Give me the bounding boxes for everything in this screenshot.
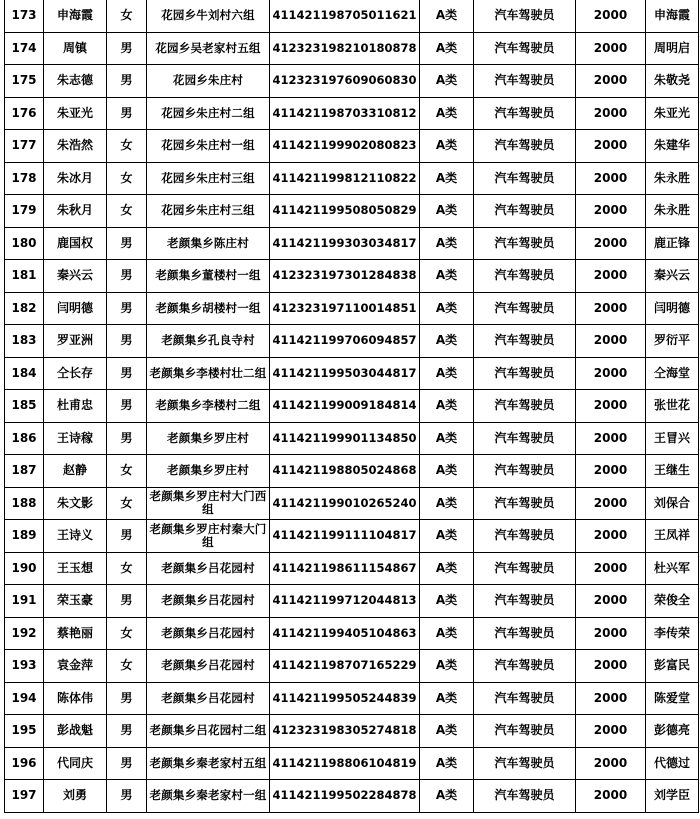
id-number-cell: 411421199812110822 [270, 162, 420, 195]
name-cell: 周镇 [44, 32, 107, 65]
table-row [5, 520, 699, 553]
table-row [5, 0, 699, 32]
name-cell: 秦兴云 [44, 260, 107, 293]
amount-cell: 2000 [576, 747, 646, 780]
row-number-cell: 194 [5, 682, 44, 715]
payee-cell: 刘保合 [646, 487, 699, 520]
id-number-cell: 411421198705011621 [270, 0, 420, 32]
payee-cell: 秦兴云 [646, 260, 699, 293]
sex-cell: 男 [107, 357, 147, 390]
id-number-cell: 411421199405104863 [270, 617, 420, 650]
occupation-cell: 汽车驾驶员 [474, 487, 576, 520]
payee-cell: 王凤祥 [646, 520, 699, 553]
row-number-cell: 197 [5, 780, 44, 813]
amount-cell: 2000 [576, 130, 646, 163]
row-number-cell: 191 [5, 585, 44, 618]
address-cell: 老颜集乡孔良寺村 [147, 325, 270, 358]
table-row [5, 617, 699, 650]
name-cell: 闫明德 [44, 292, 107, 325]
table-row [5, 292, 699, 325]
payee-cell: 朱永胜 [646, 162, 699, 195]
occupation-cell: 汽车驾驶员 [474, 357, 576, 390]
amount-cell: 2000 [576, 520, 646, 553]
address-cell: 花园乡朱庄村 [147, 65, 270, 98]
id-number-cell: 411421198703310812 [270, 97, 420, 130]
id-number-cell: 411421199706094857 [270, 325, 420, 358]
name-cell: 袁金萍 [44, 650, 107, 683]
amount-cell: 2000 [576, 325, 646, 358]
category-cell: A类 [420, 552, 474, 585]
amount-cell: 2000 [576, 552, 646, 585]
payee-cell: 朱永胜 [646, 195, 699, 228]
table-row [5, 455, 699, 488]
address-cell: 老颜集乡吕花园村 [147, 552, 270, 585]
row-number-cell: 177 [5, 130, 44, 163]
sex-cell: 男 [107, 747, 147, 780]
amount-cell: 2000 [576, 715, 646, 748]
category-cell: A类 [420, 260, 474, 293]
category-cell: A类 [420, 325, 474, 358]
table-row [5, 227, 699, 260]
row-number-cell: 176 [5, 97, 44, 130]
payee-cell: 罗衍平 [646, 325, 699, 358]
payee-cell: 荣俊全 [646, 585, 699, 618]
name-cell: 王诗义 [44, 520, 107, 553]
address-cell: 老颜集乡胡楼村一组 [147, 292, 270, 325]
payee-cell: 闫明德 [646, 292, 699, 325]
name-cell: 刘勇 [44, 780, 107, 813]
category-cell: A类 [420, 227, 474, 260]
address-cell: 老颜集乡李楼村壮二组 [147, 357, 270, 390]
table-row [5, 747, 699, 780]
occupation-cell: 汽车驾驶员 [474, 780, 576, 813]
amount-cell: 2000 [576, 97, 646, 130]
occupation-cell: 汽车驾驶员 [474, 682, 576, 715]
amount-cell: 2000 [576, 162, 646, 195]
occupation-cell: 汽车驾驶员 [474, 292, 576, 325]
address-cell: 花园乡朱庄村三组 [147, 162, 270, 195]
occupation-cell: 汽车驾驶员 [474, 130, 576, 163]
row-number-cell: 178 [5, 162, 44, 195]
amount-cell: 2000 [576, 390, 646, 423]
occupation-cell: 汽车驾驶员 [474, 32, 576, 65]
amount-cell: 2000 [576, 682, 646, 715]
address-cell: 老颜集乡董楼村一组 [147, 260, 270, 293]
table-row [5, 780, 699, 813]
amount-cell: 2000 [576, 357, 646, 390]
row-number-cell: 180 [5, 227, 44, 260]
sex-cell: 男 [107, 292, 147, 325]
sex-cell: 男 [107, 32, 147, 65]
amount-cell: 2000 [576, 260, 646, 293]
category-cell: A类 [420, 487, 474, 520]
address-cell: 老颜集乡吕花园村 [147, 650, 270, 683]
id-number-cell: 411421199902080823 [270, 130, 420, 163]
category-cell: A类 [420, 357, 474, 390]
category-cell: A类 [420, 617, 474, 650]
payee-cell: 鹿正锋 [646, 227, 699, 260]
id-number-cell: 411421199303034817 [270, 227, 420, 260]
occupation-cell: 汽车驾驶员 [474, 390, 576, 423]
row-number-cell: 186 [5, 422, 44, 455]
row-number-cell: 182 [5, 292, 44, 325]
address-cell: 花园乡吴老家村五组 [147, 32, 270, 65]
address-cell: 老颜集乡吕花园村 [147, 585, 270, 618]
id-number-cell: 411421198806104819 [270, 747, 420, 780]
payee-cell: 李传荣 [646, 617, 699, 650]
amount-cell: 2000 [576, 455, 646, 488]
occupation-cell: 汽车驾驶员 [474, 65, 576, 98]
sex-cell: 女 [107, 162, 147, 195]
row-number-cell: 185 [5, 390, 44, 423]
name-cell: 朱浩然 [44, 130, 107, 163]
id-number-cell: 411421199111104817 [270, 520, 420, 553]
occupation-cell: 汽车驾驶员 [474, 162, 576, 195]
row-number-cell: 187 [5, 455, 44, 488]
sex-cell: 女 [107, 487, 147, 520]
amount-cell: 2000 [576, 487, 646, 520]
occupation-cell: 汽车驾驶员 [474, 520, 576, 553]
payee-cell: 彭德亮 [646, 715, 699, 748]
sex-cell: 男 [107, 227, 147, 260]
table-row [5, 552, 699, 585]
occupation-cell: 汽车驾驶员 [474, 715, 576, 748]
address-cell: 老颜集乡吕花园村二组 [147, 715, 270, 748]
table-row [5, 162, 699, 195]
name-cell: 蔡艳丽 [44, 617, 107, 650]
payee-cell: 刘学臣 [646, 780, 699, 813]
name-cell: 朱冰月 [44, 162, 107, 195]
table-row [5, 325, 699, 358]
id-number-cell: 411421198611154867 [270, 552, 420, 585]
name-cell: 王玉想 [44, 552, 107, 585]
table-row [5, 422, 699, 455]
address-cell: 花园乡朱庄村二组 [147, 97, 270, 130]
address-cell: 老颜集乡陈庄村 [147, 227, 270, 260]
occupation-cell: 汽车驾驶员 [474, 552, 576, 585]
row-number-cell: 184 [5, 357, 44, 390]
category-cell: A类 [420, 585, 474, 618]
row-number-cell: 183 [5, 325, 44, 358]
table-row [5, 650, 699, 683]
payee-cell: 朱亚光 [646, 97, 699, 130]
name-cell: 申海霞 [44, 0, 107, 32]
payee-cell: 申海霞 [646, 0, 699, 32]
id-number-cell: 411421198805024868 [270, 455, 420, 488]
sex-cell: 女 [107, 617, 147, 650]
category-cell: A类 [420, 715, 474, 748]
category-cell: A类 [420, 195, 474, 228]
table-row [5, 195, 699, 228]
row-number-cell: 190 [5, 552, 44, 585]
address-cell: 老颜集乡罗庄村 [147, 422, 270, 455]
payee-cell: 王继生 [646, 455, 699, 488]
id-number-cell: 411421199502284878 [270, 780, 420, 813]
payee-cell: 朱敬尧 [646, 65, 699, 98]
occupation-cell: 汽车驾驶员 [474, 260, 576, 293]
subsidy-roster-table [4, 0, 699, 813]
table-row [5, 32, 699, 65]
amount-cell: 2000 [576, 0, 646, 32]
row-number-cell: 195 [5, 715, 44, 748]
row-number-cell: 189 [5, 520, 44, 553]
row-number-cell: 173 [5, 0, 44, 32]
address-cell: 老颜集乡吕花园村 [147, 682, 270, 715]
address-cell: 老颜集乡罗庄村大门西组 [147, 487, 270, 520]
id-number-cell: 412323198305274818 [270, 715, 420, 748]
address-cell: 老颜集乡秦老家村一组 [147, 780, 270, 813]
occupation-cell: 汽车驾驶员 [474, 227, 576, 260]
occupation-cell: 汽车驾驶员 [474, 422, 576, 455]
row-number-cell: 175 [5, 65, 44, 98]
table-row [5, 487, 699, 520]
amount-cell: 2000 [576, 65, 646, 98]
category-cell: A类 [420, 780, 474, 813]
category-cell: A类 [420, 520, 474, 553]
address-cell: 老颜集乡吕花园村 [147, 617, 270, 650]
address-cell: 花园乡朱庄村一组 [147, 130, 270, 163]
sex-cell: 男 [107, 682, 147, 715]
address-cell: 花园乡牛刘村六组 [147, 0, 270, 32]
id-number-cell: 411421199712044813 [270, 585, 420, 618]
row-number-cell: 188 [5, 487, 44, 520]
category-cell: A类 [420, 455, 474, 488]
address-cell: 老颜集乡罗庄村秦大门组 [147, 520, 270, 553]
row-number-cell: 192 [5, 617, 44, 650]
sex-cell: 男 [107, 780, 147, 813]
id-number-cell: 411421199505244839 [270, 682, 420, 715]
table-row [5, 390, 699, 423]
category-cell: A类 [420, 650, 474, 683]
table-row [5, 585, 699, 618]
table-row [5, 682, 699, 715]
amount-cell: 2000 [576, 585, 646, 618]
name-cell: 代同庆 [44, 747, 107, 780]
payee-cell: 陈爱堂 [646, 682, 699, 715]
payee-cell: 杜兴军 [646, 552, 699, 585]
payee-cell: 代德过 [646, 747, 699, 780]
sex-cell: 男 [107, 390, 147, 423]
id-number-cell: 411421198707165229 [270, 650, 420, 683]
name-cell: 陈体伟 [44, 682, 107, 715]
amount-cell: 2000 [576, 227, 646, 260]
category-cell: A类 [420, 65, 474, 98]
name-cell: 罗亚洲 [44, 325, 107, 358]
occupation-cell: 汽车驾驶员 [474, 0, 576, 32]
id-number-cell: 412323197110014851 [270, 292, 420, 325]
row-number-cell: 193 [5, 650, 44, 683]
amount-cell: 2000 [576, 780, 646, 813]
address-cell: 老颜集乡李楼村二组 [147, 390, 270, 423]
sex-cell: 男 [107, 325, 147, 358]
amount-cell: 2000 [576, 422, 646, 455]
occupation-cell: 汽车驾驶员 [474, 195, 576, 228]
table-row [5, 260, 699, 293]
name-cell: 朱志德 [44, 65, 107, 98]
name-cell: 朱秋月 [44, 195, 107, 228]
payee-cell: 张世花 [646, 390, 699, 423]
name-cell: 荣玉豪 [44, 585, 107, 618]
table-row [5, 715, 699, 748]
category-cell: A类 [420, 162, 474, 195]
occupation-cell: 汽车驾驶员 [474, 747, 576, 780]
category-cell: A类 [420, 130, 474, 163]
occupation-cell: 汽车驾驶员 [474, 455, 576, 488]
id-number-cell: 411421199901134850 [270, 422, 420, 455]
id-number-cell: 411421199009184814 [270, 390, 420, 423]
payee-cell: 彭富民 [646, 650, 699, 683]
row-number-cell: 181 [5, 260, 44, 293]
address-cell: 老颜集乡罗庄村 [147, 455, 270, 488]
payee-cell: 周明启 [646, 32, 699, 65]
name-cell: 王诗稼 [44, 422, 107, 455]
table-row [5, 130, 699, 163]
occupation-cell: 汽车驾驶员 [474, 585, 576, 618]
category-cell: A类 [420, 32, 474, 65]
amount-cell: 2000 [576, 195, 646, 228]
address-cell: 老颜集乡秦老家村五组 [147, 747, 270, 780]
amount-cell: 2000 [576, 617, 646, 650]
id-number-cell: 411421199508050829 [270, 195, 420, 228]
table-row [5, 65, 699, 98]
category-cell: A类 [420, 682, 474, 715]
sex-cell: 女 [107, 195, 147, 228]
address-cell: 花园乡朱庄村三组 [147, 195, 270, 228]
id-number-cell: 412323197609060830 [270, 65, 420, 98]
table-body [5, 0, 699, 812]
name-cell: 朱亚光 [44, 97, 107, 130]
name-cell: 彭战魁 [44, 715, 107, 748]
sex-cell: 男 [107, 520, 147, 553]
sex-cell: 女 [107, 0, 147, 32]
category-cell: A类 [420, 747, 474, 780]
name-cell: 杜甫忠 [44, 390, 107, 423]
id-number-cell: 412323197301284838 [270, 260, 420, 293]
category-cell: A类 [420, 0, 474, 32]
name-cell: 朱文影 [44, 487, 107, 520]
name-cell: 赵静 [44, 455, 107, 488]
table-row [5, 357, 699, 390]
row-number-cell: 179 [5, 195, 44, 228]
sex-cell: 女 [107, 130, 147, 163]
category-cell: A类 [420, 422, 474, 455]
amount-cell: 2000 [576, 292, 646, 325]
id-number-cell: 412323198210180878 [270, 32, 420, 65]
sex-cell: 女 [107, 552, 147, 585]
row-number-cell: 196 [5, 747, 44, 780]
table-row [5, 97, 699, 130]
sex-cell: 男 [107, 715, 147, 748]
name-cell: 鹿国权 [44, 227, 107, 260]
sex-cell: 男 [107, 97, 147, 130]
sex-cell: 男 [107, 422, 147, 455]
sex-cell: 男 [107, 260, 147, 293]
payee-cell: 王冒兴 [646, 422, 699, 455]
payee-cell: 朱建华 [646, 130, 699, 163]
row-number-cell: 174 [5, 32, 44, 65]
sex-cell: 女 [107, 455, 147, 488]
category-cell: A类 [420, 97, 474, 130]
category-cell: A类 [420, 292, 474, 325]
amount-cell: 2000 [576, 650, 646, 683]
payee-cell: 仝海堂 [646, 357, 699, 390]
occupation-cell: 汽车驾驶员 [474, 97, 576, 130]
category-cell: A类 [420, 390, 474, 423]
id-number-cell: 411421199010265240 [270, 487, 420, 520]
occupation-cell: 汽车驾驶员 [474, 325, 576, 358]
amount-cell: 2000 [576, 32, 646, 65]
sex-cell: 男 [107, 65, 147, 98]
occupation-cell: 汽车驾驶员 [474, 650, 576, 683]
occupation-cell: 汽车驾驶员 [474, 617, 576, 650]
id-number-cell: 411421199503044817 [270, 357, 420, 390]
sex-cell: 男 [107, 585, 147, 618]
name-cell: 仝长存 [44, 357, 107, 390]
sex-cell: 女 [107, 650, 147, 683]
